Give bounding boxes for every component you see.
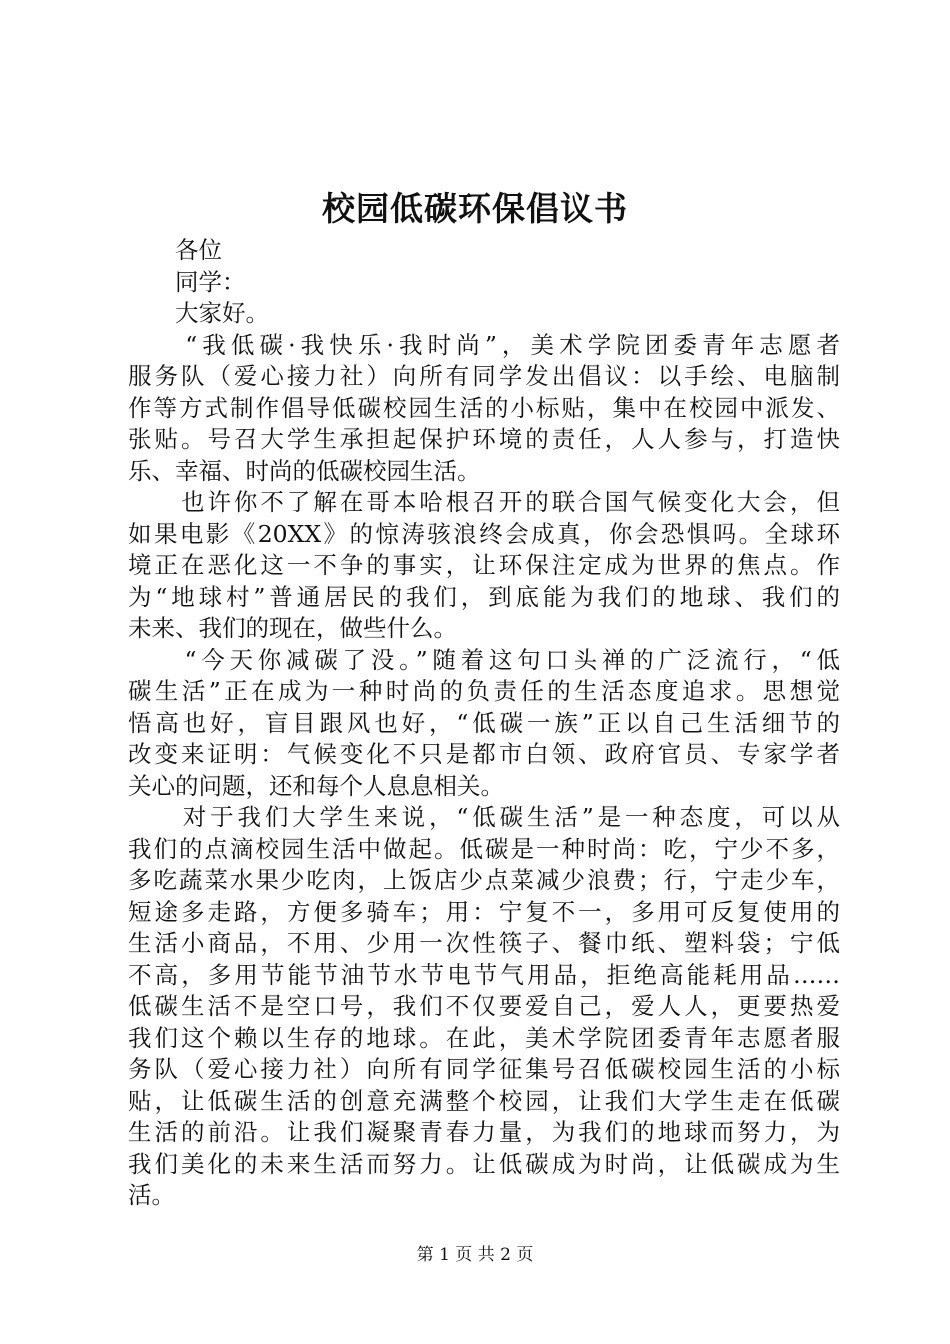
body-text-line: 我们美化的未来生活而努力。让低碳成为时尚，让低碳成为生 — [128, 1149, 840, 1178]
body-text-line: 生活小商品，不用、少用一次性筷子、餐巾纸、塑料袋；宁低 — [128, 929, 840, 957]
body-text-line: 我们这个赖以生存的地球。在此，美术学院团委青年志愿者服 — [128, 1023, 840, 1052]
body-text-line: 生活的前沿。让我们凝聚青春力量，为我们的地球而努力，为 — [128, 1118, 840, 1146]
body-text-line: 活。 — [128, 1181, 175, 1209]
body-text-line: 不高，多用节能节油节水节电节气用品，拒绝高能耗用品…… — [128, 960, 840, 989]
body-text-line: 同学： — [128, 267, 246, 296]
body-text-line: 关心的问题，还和每个人息息相关。 — [128, 771, 504, 800]
body-text-line: 乐、幸福、时尚的低碳校园生活。 — [128, 456, 481, 485]
body-text-line: 张贴。号召大学生承担起保护环境的责任，人人参与，打造快 — [128, 425, 840, 453]
body-text-line: 多吃蔬菜水果少吃肉，上饭店少点菜减少浪费；行，宁走少车， — [128, 866, 840, 894]
body-text-line: 未来、我们的现在，做些什么。 — [128, 614, 457, 642]
body-text-line: 低碳生活不是空口号，我们不仅要爱自己，爱人人，更要热爱 — [128, 992, 840, 1020]
body-text-line: “我低碳·我快乐·我时尚”，美术学院团委青年志愿者 — [128, 330, 840, 359]
body-text-line: 改变来证明：气候变化不只是都市白领、政府官员、专家学者 — [128, 740, 840, 768]
page-footer: 第 1 页 共 2 页 — [416, 1245, 534, 1265]
body-text-line: 境正在恶化这一不争的事实，让环保注定成为世界的焦点。作 — [128, 551, 840, 579]
document-body — [128, 235, 840, 1212]
body-text-line: 务队（爱心接力社）向所有同学征集号召低碳校园生活的小标 — [128, 1055, 840, 1083]
body-text-line: 贴，让低碳生活的创意充满整个校园，让我们大学生走在低碳 — [128, 1086, 840, 1115]
body-text-line: “今天你减碳了没。”随着这句口头禅的广泛流行，“低 — [128, 645, 840, 674]
body-text-line: 作等方式制作倡导低碳校园生活的小标贴，集中在校园中派发、 — [128, 393, 840, 422]
body-text-line: 各位 — [128, 236, 222, 264]
body-text-line: 服务队（爱心接力社）向所有同学发出倡议：以手绘、电脑制 — [128, 362, 840, 390]
body-text-line: 碳生活”正在成为一种时尚的负责任的生活态度追求。思想觉 — [128, 677, 840, 705]
body-text-line: 悟高也好，盲目跟风也好，“低碳一族”正以自己生活细节的 — [128, 708, 840, 737]
body-text-line: 如果电影《20XX》的惊涛骇浪终会成真，你会恐惧吗。全球环 — [128, 519, 840, 548]
body-text-line: 也许你不了解在哥本哈根召开的联合国气候变化大会，但 — [128, 488, 840, 516]
body-text-line: 短途多走路，方便多骑车；用：宁复不一，多用可反复使用的 — [128, 897, 840, 926]
body-text-line: 我们的点滴校园生活中做起。低碳是一种时尚：吃，宁少不多， — [128, 834, 840, 863]
document-title: 校园低碳环保倡议书 — [322, 189, 628, 228]
body-text-line: 大家好。 — [128, 299, 269, 327]
body-text-line: 对于我们大学生来说，“低碳生活”是一种态度，可以从 — [128, 803, 840, 831]
body-text-line: 为“地球村”普通居民的我们，到底能为我们的地球、我们的 — [128, 582, 840, 611]
